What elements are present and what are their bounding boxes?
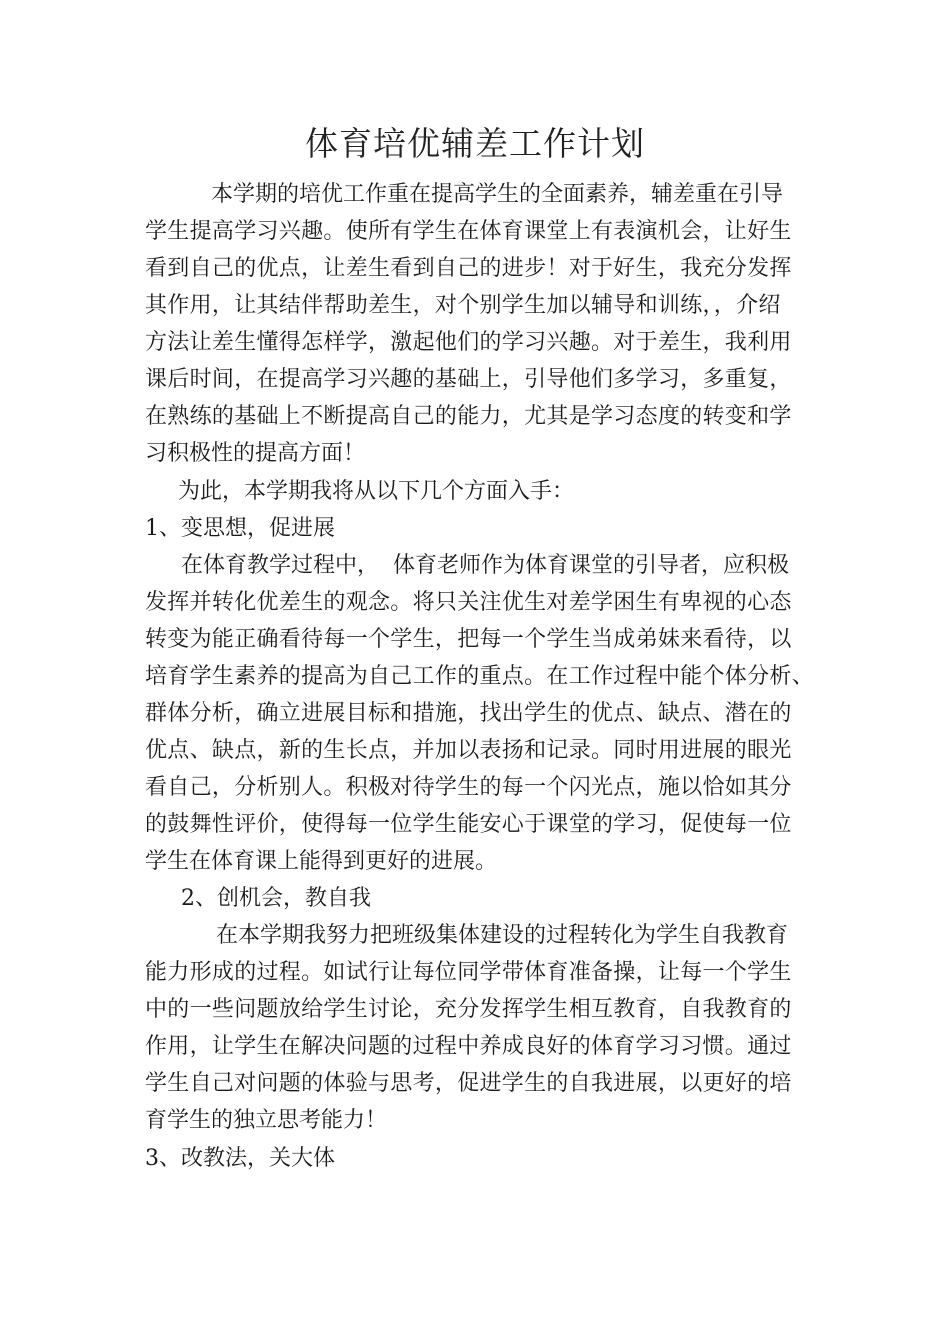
text-line: 看自己，分析别人。积极对待学生的每一个闪光点，施以恰如其分	[145, 775, 792, 800]
text-line: 优点、缺点，新的生长点，并加以表扬和记录。同时用进展的眼光	[145, 738, 792, 763]
text-line: 能力形成的过程。如试行让每位同学带体育准备操，让每一个学生	[145, 960, 792, 985]
text-line: 其作用，让其结伴帮助差生，对个别学生加以辅导和训练，，介绍	[145, 293, 781, 318]
section-heading: 3、改教法，关大体	[145, 1146, 335, 1171]
text-line: 作用，让学生在解决问题的过程中养成良好的体育学习习惯。通过	[145, 1034, 792, 1059]
text-line: 发挥并转化优差生的观念。将只关注优生对差学困生有卑视的心态	[145, 590, 792, 615]
text-line: 本学期的培优工作重在提高学生的全面素养，辅差重在引导	[211, 182, 784, 207]
text-line: 为此，本学期我将从以下几个方面入手：	[178, 479, 575, 504]
section-heading: 2、创机会，教自我	[181, 886, 371, 911]
text-line: 方法让差生懂得怎样学，激起他们的学习兴趣。对于差生，我利用	[145, 330, 792, 355]
section-heading: 1、变思想，促进展	[145, 516, 335, 541]
text-line: 培育学生素养的提高为自己工作的重点。在工作过程中能个体分析、	[145, 664, 815, 689]
text-line: 育学生的独立思考能力！	[145, 1108, 388, 1133]
document-title: 体育培优辅差工作计划	[305, 124, 645, 163]
text-line: 习积极性的提高方面！	[145, 441, 366, 466]
text-line: 学生自己对问题的体验与思考，促进学生的自我进展，以更好的培	[145, 1071, 792, 1096]
text-line: 中的一些问题放给学生讨论，充分发挥学生相互教育，自我教育的	[145, 997, 792, 1022]
text-line: 转变为能正确看待每一个学生，把每一个学生当成弟妹来看待，以	[145, 627, 792, 652]
text-line: 看到自己的优点，让差生看到自己的进步！对于好生，我充分发挥	[145, 256, 792, 281]
text-line: 课后时间，在提高学习兴趣的基础上，引导他们多学习，多重复，	[145, 367, 792, 392]
text-line: 在本学期我努力把班级集体建设的过程转化为学生自我教育	[216, 923, 789, 948]
text-line: 群体分析，确立进展目标和措施，找出学生的优点、缺点、潜在的	[145, 701, 792, 726]
text-line: 在体育教学过程中， 体育老师作为体育课堂的引导者，应积极	[181, 553, 789, 578]
text-line: 学生提高学习兴趣。使所有学生在体育课堂上有表演机会，让好生	[145, 219, 792, 244]
text-line: 在熟练的基础上不断提高自己的能力，尤其是学习态度的转变和学	[145, 404, 792, 429]
text-line: 学生在体育课上能得到更好的进展。	[145, 849, 498, 874]
text-line: 的鼓舞性评价，使得每一位学生能安心于课堂的学习，促使每一位	[145, 812, 792, 837]
